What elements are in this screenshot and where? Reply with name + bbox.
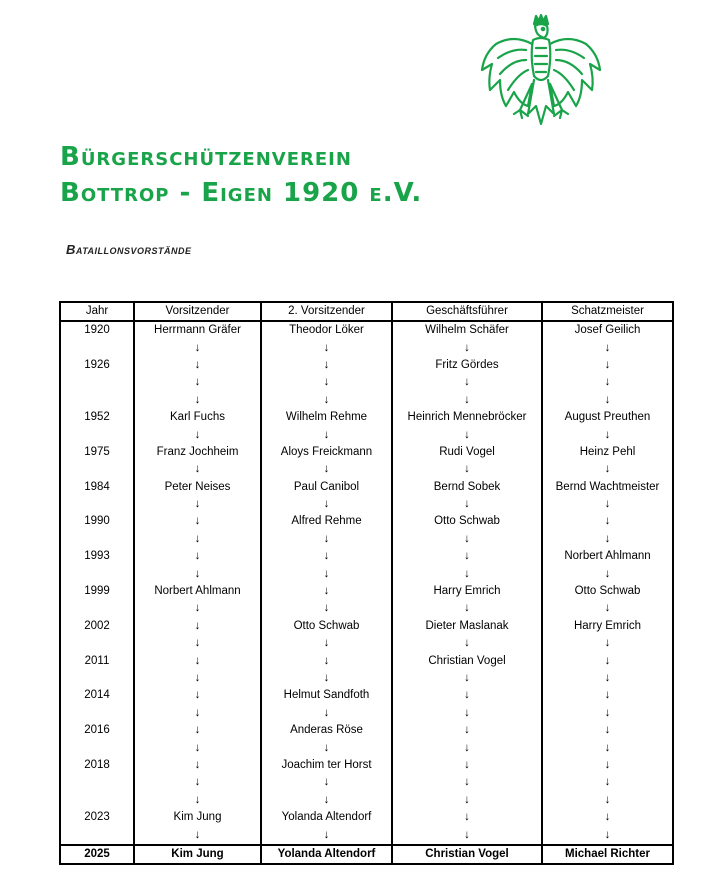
cell-vice-chair: Wilhelm Rehme (261, 409, 392, 426)
down-arrow-icon: ↓ (261, 583, 392, 600)
table-row (60, 705, 673, 722)
down-arrow-icon: ↓ (261, 357, 392, 374)
cell-year: 2023 (60, 809, 134, 826)
down-arrow-icon: ↓ (261, 774, 392, 791)
club-name-line1: Bürgerschützenverein (60, 142, 352, 172)
column-header-vice-chair: 2. Vorsitzender (261, 302, 392, 321)
table-row (60, 426, 673, 443)
cell-year (60, 739, 134, 756)
cell-year (60, 565, 134, 582)
table-row (60, 583, 673, 600)
down-arrow-icon: ↓ (392, 774, 542, 791)
table-row (60, 444, 673, 461)
cell-managing-director: Heinrich Mennebröcker (392, 409, 542, 426)
cell-vice-chair: Aloys Freickmann (261, 444, 392, 461)
table-row (60, 496, 673, 513)
cell-vice-chair: Helmut Sandfoth (261, 687, 392, 704)
cell-year: 1990 (60, 513, 134, 530)
cell-year: 2018 (60, 757, 134, 774)
down-arrow-icon: ↓ (542, 357, 673, 374)
cell-managing-director: Rudi Vogel (392, 444, 542, 461)
cell-year: 2002 (60, 618, 134, 635)
cell-vice-chair: Yolanda Altendorf (261, 845, 392, 864)
cell-managing-director: Dieter Maslanak (392, 618, 542, 635)
cell-vice-chair: Theodor Löker (261, 321, 392, 339)
cell-managing-director: Harry Emrich (392, 583, 542, 600)
table-row (60, 600, 673, 617)
cell-vice-chair: Anderas Röse (261, 722, 392, 739)
down-arrow-icon: ↓ (542, 392, 673, 409)
down-arrow-icon: ↓ (392, 826, 542, 844)
down-arrow-icon: ↓ (134, 757, 261, 774)
cell-vice-chair: Joachim ter Horst (261, 757, 392, 774)
down-arrow-icon: ↓ (134, 792, 261, 809)
cell-chair: Kim Jung (134, 809, 261, 826)
table-row (60, 374, 673, 391)
cell-vice-chair: Alfred Rehme (261, 513, 392, 530)
down-arrow-icon: ↓ (542, 687, 673, 704)
down-arrow-icon: ↓ (392, 705, 542, 722)
down-arrow-icon: ↓ (261, 339, 392, 356)
down-arrow-icon: ↓ (542, 722, 673, 739)
down-arrow-icon: ↓ (392, 670, 542, 687)
down-arrow-icon: ↓ (542, 705, 673, 722)
table-row (60, 461, 673, 478)
down-arrow-icon: ↓ (392, 392, 542, 409)
down-arrow-icon: ↓ (134, 774, 261, 791)
cell-treasurer: Norbert Ahlmann (542, 548, 673, 565)
cell-year (60, 600, 134, 617)
down-arrow-icon: ↓ (261, 670, 392, 687)
down-arrow-icon: ↓ (134, 548, 261, 565)
cell-treasurer: Otto Schwab (542, 583, 673, 600)
column-header-chair: Vorsitzender (134, 302, 261, 321)
down-arrow-icon: ↓ (134, 392, 261, 409)
down-arrow-icon: ↓ (542, 670, 673, 687)
cell-year (60, 531, 134, 548)
down-arrow-icon: ↓ (134, 618, 261, 635)
down-arrow-icon: ↓ (134, 374, 261, 391)
down-arrow-icon: ↓ (542, 531, 673, 548)
column-header-managing-director: Geschäftsführer (392, 302, 542, 321)
down-arrow-icon: ↓ (392, 374, 542, 391)
cell-year: 1952 (60, 409, 134, 426)
cell-treasurer: Michael Richter (542, 845, 673, 864)
down-arrow-icon: ↓ (392, 600, 542, 617)
cell-year (60, 774, 134, 791)
table-header-row (60, 302, 673, 321)
cell-managing-director: Bernd Sobek (392, 479, 542, 496)
down-arrow-icon: ↓ (261, 531, 392, 548)
cell-year (60, 705, 134, 722)
down-arrow-icon: ↓ (261, 548, 392, 565)
down-arrow-icon: ↓ (261, 565, 392, 582)
down-arrow-icon: ↓ (261, 739, 392, 756)
table-row (60, 321, 673, 339)
cell-vice-chair: Paul Canibol (261, 479, 392, 496)
down-arrow-icon: ↓ (392, 687, 542, 704)
cell-year (60, 339, 134, 356)
cell-treasurer: Harry Emrich (542, 618, 673, 635)
cell-year (60, 670, 134, 687)
down-arrow-icon: ↓ (542, 374, 673, 391)
cell-chair: Franz Jochheim (134, 444, 261, 461)
down-arrow-icon: ↓ (261, 374, 392, 391)
down-arrow-icon: ↓ (261, 826, 392, 844)
down-arrow-icon: ↓ (542, 826, 673, 844)
down-arrow-icon: ↓ (392, 339, 542, 356)
cell-year (60, 792, 134, 809)
down-arrow-icon: ↓ (134, 670, 261, 687)
table-row (60, 809, 673, 826)
down-arrow-icon: ↓ (261, 652, 392, 669)
down-arrow-icon: ↓ (542, 600, 673, 617)
down-arrow-icon: ↓ (134, 826, 261, 844)
club-name-line2: Bottrop - Eigen 1920 e.V. (60, 178, 423, 208)
cell-managing-director: Christian Vogel (392, 652, 542, 669)
down-arrow-icon: ↓ (542, 757, 673, 774)
down-arrow-icon: ↓ (392, 792, 542, 809)
cell-chair: Herrmann Gräfer (134, 321, 261, 339)
down-arrow-icon: ↓ (134, 513, 261, 530)
cell-chair: Kim Jung (134, 845, 261, 864)
cell-year (60, 426, 134, 443)
down-arrow-icon: ↓ (392, 809, 542, 826)
cell-year (60, 496, 134, 513)
table-row (60, 652, 673, 669)
down-arrow-icon: ↓ (261, 426, 392, 443)
down-arrow-icon: ↓ (134, 426, 261, 443)
down-arrow-icon: ↓ (392, 548, 542, 565)
down-arrow-icon: ↓ (134, 357, 261, 374)
down-arrow-icon: ↓ (134, 687, 261, 704)
cell-year: 1993 (60, 548, 134, 565)
down-arrow-icon: ↓ (134, 705, 261, 722)
table-row (60, 635, 673, 652)
board-table (59, 301, 674, 865)
table-row (60, 739, 673, 756)
down-arrow-icon: ↓ (134, 496, 261, 513)
table-row (60, 774, 673, 791)
table-row (60, 792, 673, 809)
down-arrow-icon: ↓ (261, 792, 392, 809)
down-arrow-icon: ↓ (134, 722, 261, 739)
table-row (60, 722, 673, 739)
cell-year: 2016 (60, 722, 134, 739)
cell-chair: Karl Fuchs (134, 409, 261, 426)
down-arrow-icon: ↓ (134, 652, 261, 669)
cell-vice-chair: Yolanda Altendorf (261, 809, 392, 826)
cell-year (60, 826, 134, 844)
cell-chair: Peter Neises (134, 479, 261, 496)
down-arrow-icon: ↓ (134, 739, 261, 756)
table-row (60, 670, 673, 687)
down-arrow-icon: ↓ (261, 600, 392, 617)
down-arrow-icon: ↓ (542, 426, 673, 443)
cell-treasurer: Bernd Wachtmeister (542, 479, 673, 496)
down-arrow-icon: ↓ (134, 461, 261, 478)
cell-year: 2011 (60, 652, 134, 669)
down-arrow-icon: ↓ (134, 600, 261, 617)
down-arrow-icon: ↓ (134, 531, 261, 548)
cell-chair: Norbert Ahlmann (134, 583, 261, 600)
cell-treasurer: August Preuthen (542, 409, 673, 426)
cell-year: 2014 (60, 687, 134, 704)
down-arrow-icon: ↓ (542, 635, 673, 652)
table-row (60, 392, 673, 409)
down-arrow-icon: ↓ (392, 635, 542, 652)
cell-year: 1975 (60, 444, 134, 461)
down-arrow-icon: ↓ (542, 461, 673, 478)
section-subtitle: Bataillonsvorstände (66, 242, 192, 257)
down-arrow-icon: ↓ (542, 496, 673, 513)
down-arrow-icon: ↓ (392, 565, 542, 582)
down-arrow-icon: ↓ (261, 705, 392, 722)
table-body (60, 321, 673, 864)
down-arrow-icon: ↓ (134, 565, 261, 582)
down-arrow-icon: ↓ (542, 774, 673, 791)
column-header-treasurer: Schatzmeister (542, 302, 673, 321)
table-row (60, 479, 673, 496)
cell-year: 1926 (60, 357, 134, 374)
table-row (60, 757, 673, 774)
table-row (60, 339, 673, 356)
cell-managing-director: Christian Vogel (392, 845, 542, 864)
cell-managing-director: Otto Schwab (392, 513, 542, 530)
cell-year (60, 461, 134, 478)
down-arrow-icon: ↓ (392, 757, 542, 774)
down-arrow-icon: ↓ (134, 339, 261, 356)
down-arrow-icon: ↓ (542, 739, 673, 756)
cell-treasurer: Josef Geilich (542, 321, 673, 339)
down-arrow-icon: ↓ (392, 722, 542, 739)
down-arrow-icon: ↓ (542, 565, 673, 582)
cell-year (60, 392, 134, 409)
cell-year (60, 635, 134, 652)
down-arrow-icon: ↓ (542, 809, 673, 826)
table-row (60, 687, 673, 704)
down-arrow-icon: ↓ (392, 496, 542, 513)
down-arrow-icon: ↓ (261, 496, 392, 513)
column-header-year: Jahr (60, 302, 134, 321)
cell-treasurer: Heinz Pehl (542, 444, 673, 461)
down-arrow-icon: ↓ (392, 739, 542, 756)
down-arrow-icon: ↓ (542, 513, 673, 530)
cell-year (60, 374, 134, 391)
down-arrow-icon: ↓ (134, 635, 261, 652)
cell-vice-chair: Otto Schwab (261, 618, 392, 635)
eagle-crest-icon (478, 14, 604, 140)
down-arrow-icon: ↓ (542, 792, 673, 809)
table-row (60, 618, 673, 635)
table-row (60, 513, 673, 530)
cell-year: 2025 (60, 845, 134, 864)
down-arrow-icon: ↓ (392, 426, 542, 443)
table-row (60, 548, 673, 565)
down-arrow-icon: ↓ (261, 392, 392, 409)
down-arrow-icon: ↓ (542, 652, 673, 669)
table-row (60, 357, 673, 374)
cell-year: 1920 (60, 321, 134, 339)
down-arrow-icon: ↓ (261, 635, 392, 652)
table-row (60, 531, 673, 548)
down-arrow-icon: ↓ (542, 339, 673, 356)
cell-managing-director: Fritz Gördes (392, 357, 542, 374)
cell-year: 1999 (60, 583, 134, 600)
table-row (60, 409, 673, 426)
cell-year: 1984 (60, 479, 134, 496)
cell-managing-director: Wilhelm Schäfer (392, 321, 542, 339)
table-row (60, 826, 673, 844)
table-row (60, 565, 673, 582)
down-arrow-icon: ↓ (392, 461, 542, 478)
down-arrow-icon: ↓ (392, 531, 542, 548)
down-arrow-icon: ↓ (261, 461, 392, 478)
table-row-final (60, 845, 673, 864)
